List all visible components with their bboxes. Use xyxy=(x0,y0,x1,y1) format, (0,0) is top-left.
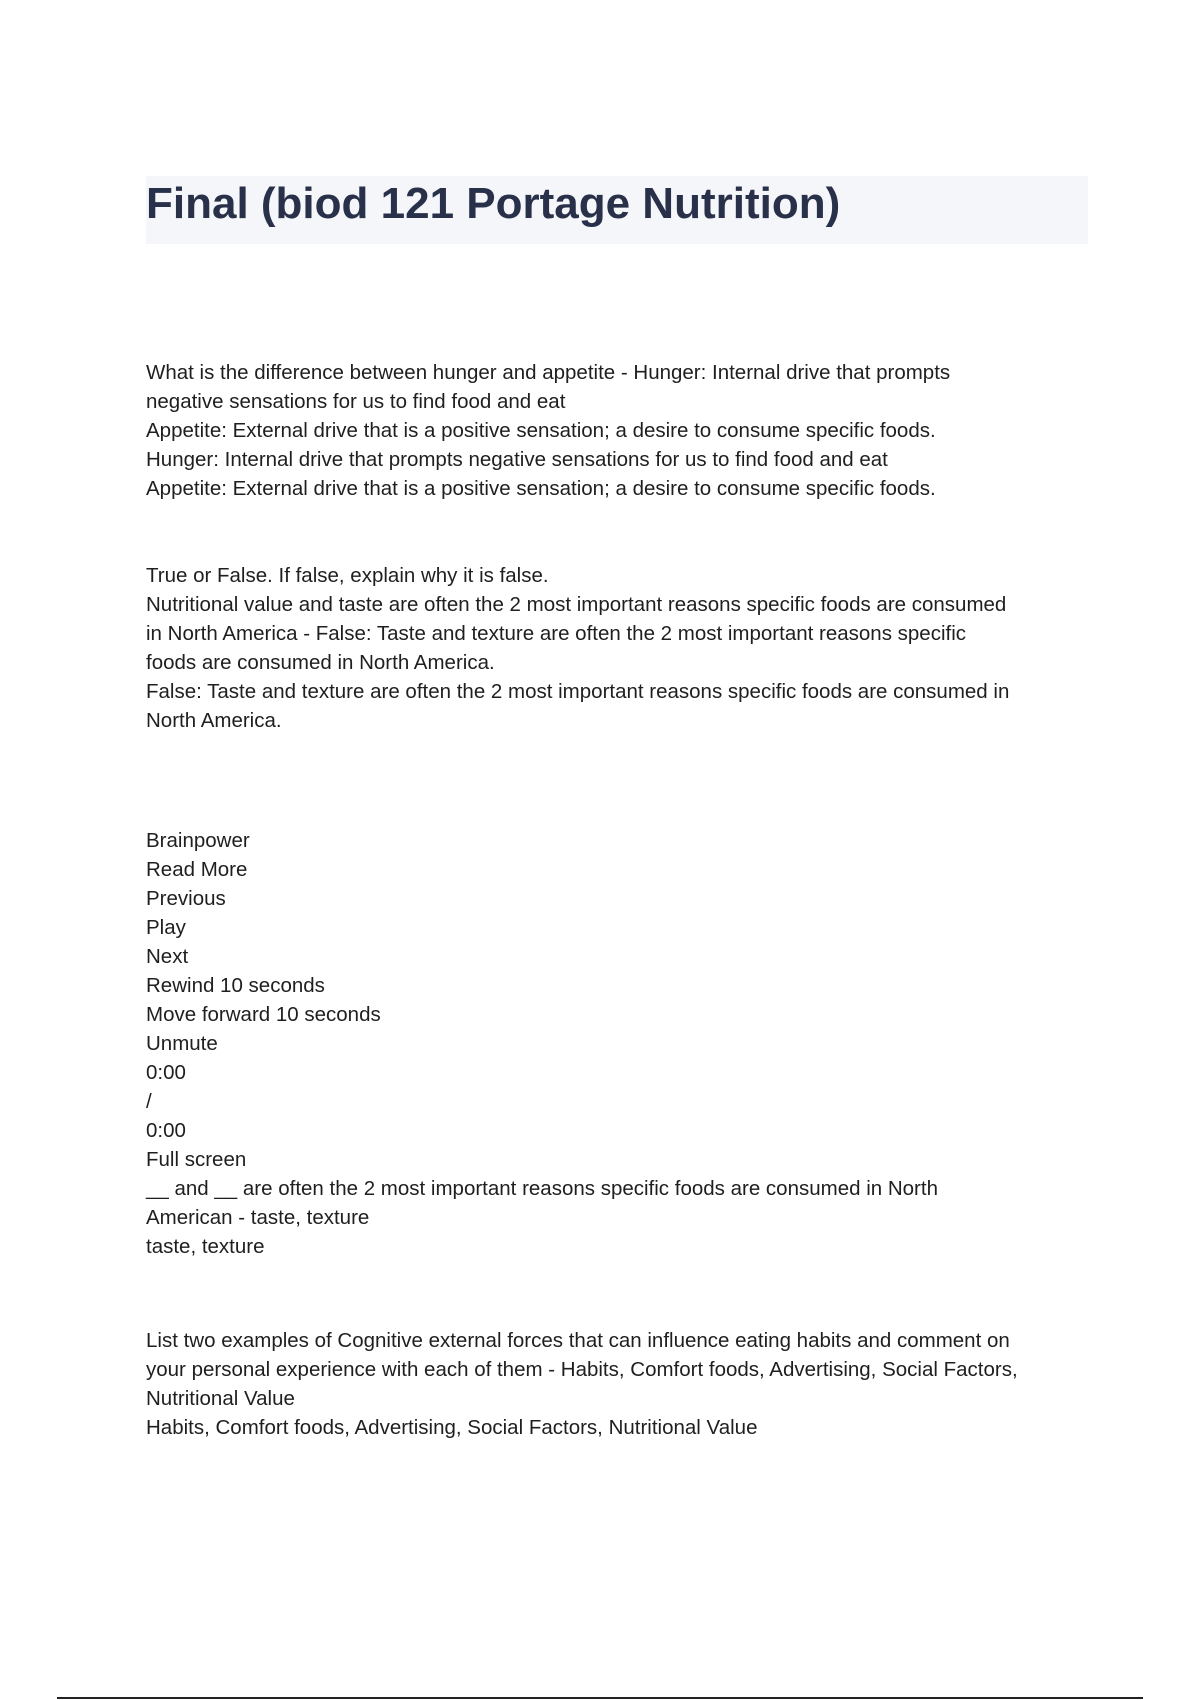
text-line: __ and __ are often the 2 most important reasons specific foods are consumed in North xyxy=(146,1177,938,1200)
footer-divider xyxy=(57,1697,1143,1699)
text-line: negative sensations for us to find food and eat xyxy=(146,390,566,413)
forward-button[interactable]: Move forward 10 seconds xyxy=(146,1003,381,1026)
play-button[interactable]: Play xyxy=(146,916,186,939)
text-line: foods are consumed in North America. xyxy=(146,651,495,674)
qa-block-hunger-appetite xyxy=(146,358,1096,503)
previous-button[interactable]: Previous xyxy=(146,887,226,910)
text-line: False: Taste and texture are often the 2 most important reasons specific foods are consumed in xyxy=(146,680,1010,703)
text-line: Habits, Comfort foods, Advertising, Social Factors, Nutritional Value xyxy=(146,1416,758,1439)
next-button[interactable]: Next xyxy=(146,945,189,968)
text-line: What is the difference between hunger and appetite - Hunger: Internal drive that prompts xyxy=(146,361,951,384)
brainpower-label: Brainpower xyxy=(146,829,250,852)
page-title: Final (biod 121 Portage Nutrition) xyxy=(146,179,841,228)
qa-block-cognitive-forces xyxy=(146,1326,1096,1442)
text-line: List two examples of Cognitive external forces that can influence eating habits and comment on xyxy=(146,1329,1010,1352)
text-line: Nutritional Value xyxy=(146,1387,295,1410)
text-line: in North America - False: Taste and texture are often the 2 most important reasons specific xyxy=(146,622,967,645)
rewind-button[interactable]: Rewind 10 seconds xyxy=(146,974,325,997)
qa-block-true-false xyxy=(146,561,1096,735)
text-line: Hunger: Internal drive that prompts negative sensations for us to find food and eat xyxy=(146,448,888,471)
text-line: Nutritional value and taste are often the 2 most important reasons specific foods are consumed xyxy=(146,593,1007,616)
text-line: Appetite: External drive that is a positive sensation; a desire to consume specific foods. xyxy=(146,477,936,500)
text-line: Appetite: External drive that is a positive sensation; a desire to consume specific foods. xyxy=(146,419,936,442)
unmute-button[interactable]: Unmute xyxy=(146,1032,218,1055)
time-separator: / xyxy=(146,1090,152,1113)
read-more-link[interactable]: Read More xyxy=(146,858,248,881)
qa-block-media-controls xyxy=(146,826,1096,1261)
text-line: North America. xyxy=(146,709,282,732)
text-line: your personal experience with each of them - Habits, Comfort foods, Advertising, Social Factors, xyxy=(146,1358,1018,1381)
text-line: taste, texture xyxy=(146,1235,265,1258)
fullscreen-button[interactable]: Full screen xyxy=(146,1148,247,1171)
current-time: 0:00 xyxy=(146,1061,186,1084)
duration-time: 0:00 xyxy=(146,1119,186,1142)
text-line: True or False. If false, explain why it is false. xyxy=(146,564,549,587)
text-line: American - taste, texture xyxy=(146,1206,370,1229)
